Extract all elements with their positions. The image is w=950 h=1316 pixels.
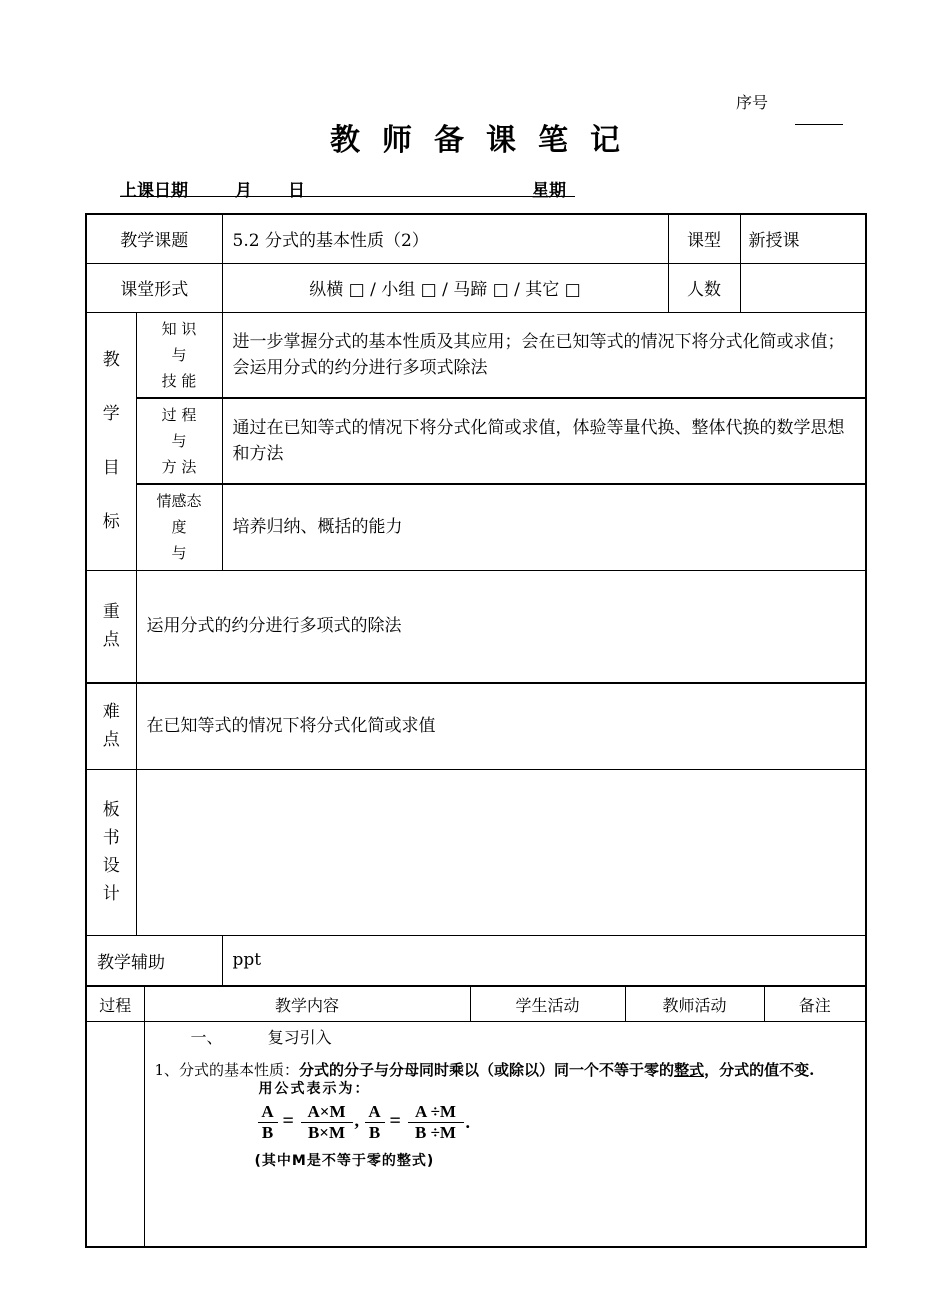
weekday-label: 星期 bbox=[532, 181, 566, 201]
property-bold-text: 分式的分子与分母同时乘以（或除以）同一个不等于零的 bbox=[299, 1061, 675, 1079]
objectives-char: 学 bbox=[102, 404, 120, 424]
process-methods-text: 通过在已知等式的情况下将分式化简或求值，体验等量代换、整体代换的数学思想和方法 bbox=[222, 398, 866, 484]
label-char: 难 bbox=[102, 702, 120, 723]
serial-number-label: 序号 bbox=[736, 93, 769, 112]
key-point-label bbox=[86, 570, 136, 683]
section-title: 复习引入 bbox=[267, 1028, 332, 1047]
equals-sign: = bbox=[389, 1110, 401, 1132]
notes-header: 备注 bbox=[764, 987, 866, 1022]
content-header: 教学内容 bbox=[144, 987, 470, 1022]
topic-label: 教学课题 bbox=[86, 214, 222, 263]
difficulty-text: 在已知等式的情况下将分式化简或求值 bbox=[136, 683, 866, 769]
period: . bbox=[465, 1112, 470, 1132]
section-heading bbox=[155, 1026, 858, 1050]
numerator: A bbox=[258, 1102, 278, 1123]
fraction-a-b-2 bbox=[365, 1102, 385, 1143]
label-char: 点 bbox=[102, 630, 120, 651]
sub-label-line: 过 程 bbox=[161, 406, 197, 424]
teaching-aids-label: 教学辅助 bbox=[86, 935, 222, 986]
comma: , bbox=[354, 1110, 359, 1130]
key-point-text: 运用分式的约分进行多项式的除法 bbox=[136, 570, 866, 683]
numerator: A bbox=[365, 1102, 385, 1123]
property-prefix: 1、分式的基本性质： bbox=[154, 1061, 300, 1079]
sub-label-line: 与 bbox=[171, 544, 187, 563]
section-number: 一、 bbox=[190, 1028, 223, 1047]
objectives-char: 标 bbox=[102, 512, 120, 532]
objectives-char: 教 bbox=[102, 350, 120, 370]
teaching-content bbox=[144, 1022, 866, 1248]
numerator: A×M bbox=[301, 1102, 353, 1123]
board-design-content[interactable] bbox=[136, 769, 866, 935]
label-char: 板 bbox=[102, 800, 120, 820]
attitude-label bbox=[136, 484, 222, 570]
lesson-plan-table bbox=[85, 213, 867, 987]
month-label: 月 bbox=[235, 181, 252, 201]
type-label: 课型 bbox=[668, 214, 740, 263]
difficulty-label bbox=[86, 683, 136, 769]
type-value: 新授课 bbox=[740, 214, 866, 263]
topic-value: 5.2 分式的基本性质（2） bbox=[222, 214, 668, 263]
numerator: A ÷M bbox=[408, 1102, 464, 1123]
label-char: 设 bbox=[102, 856, 120, 876]
day-label: 日 bbox=[288, 181, 305, 201]
objectives-label bbox=[86, 312, 136, 570]
sub-label-line: 与 bbox=[171, 432, 187, 450]
fraction-divide bbox=[408, 1102, 464, 1143]
fraction-multiply bbox=[301, 1102, 353, 1143]
formula-image bbox=[155, 1081, 858, 1190]
class-form-options[interactable]: 纵横 □ / 小组 □ / 马蹄 □ / 其它 □ bbox=[222, 263, 668, 312]
process-header: 过程 bbox=[86, 987, 144, 1022]
sub-label-line: 与 bbox=[171, 345, 187, 364]
objectives-char: 目 bbox=[102, 458, 120, 478]
property-bold-end: ，分式的值不变. bbox=[704, 1061, 815, 1079]
student-activity-header: 学生活动 bbox=[470, 987, 625, 1022]
formula-note: (其中M是不等于零的整式) bbox=[254, 1153, 435, 1169]
knowledge-skills-label bbox=[136, 312, 222, 398]
equals-sign: = bbox=[282, 1110, 294, 1132]
student-count-label: 人数 bbox=[668, 263, 740, 312]
student-count-value[interactable] bbox=[740, 263, 866, 312]
teaching-process-table bbox=[85, 986, 867, 1248]
date-underline bbox=[120, 196, 575, 197]
process-methods-label bbox=[136, 398, 222, 484]
formula-caption: 用公式表示为： bbox=[258, 1081, 371, 1097]
process-cell bbox=[86, 1022, 144, 1248]
denominator: B bbox=[368, 1123, 381, 1142]
label-char: 点 bbox=[102, 730, 120, 751]
label-char: 书 bbox=[102, 828, 120, 848]
class-form-label: 课堂形式 bbox=[86, 263, 222, 312]
denominator: B ÷M bbox=[415, 1123, 456, 1142]
attitude-text: 培养归纳、概括的能力 bbox=[222, 484, 866, 570]
board-design-label bbox=[86, 769, 136, 935]
sub-label-line: 度 bbox=[171, 518, 187, 537]
knowledge-skills-text: 进一步掌握分式的基本性质及其应用；会在已知等式的情况下将分式化简或求值；会运用分式的约分进行多项式除法 bbox=[222, 312, 866, 398]
sub-label-line: 方 法 bbox=[161, 458, 197, 476]
date-label: 上课日期 bbox=[120, 181, 188, 201]
teacher-activity-header: 教师活动 bbox=[625, 987, 764, 1022]
sub-label-line: 知 识 bbox=[161, 319, 197, 338]
teaching-aids-value: ppt bbox=[222, 935, 866, 986]
label-char: 重 bbox=[102, 602, 120, 623]
denominator: B×M bbox=[307, 1123, 346, 1142]
denominator: B bbox=[261, 1123, 274, 1142]
sub-label-line: 技 能 bbox=[161, 371, 197, 390]
label-char: 计 bbox=[102, 884, 120, 904]
property-underlined-text: 整式 bbox=[674, 1061, 705, 1079]
sub-label-line: 情感态 bbox=[156, 492, 202, 511]
page-title: 教师备课笔记 bbox=[330, 123, 642, 158]
fraction-a-b bbox=[258, 1102, 278, 1143]
class-date-row bbox=[120, 176, 580, 201]
